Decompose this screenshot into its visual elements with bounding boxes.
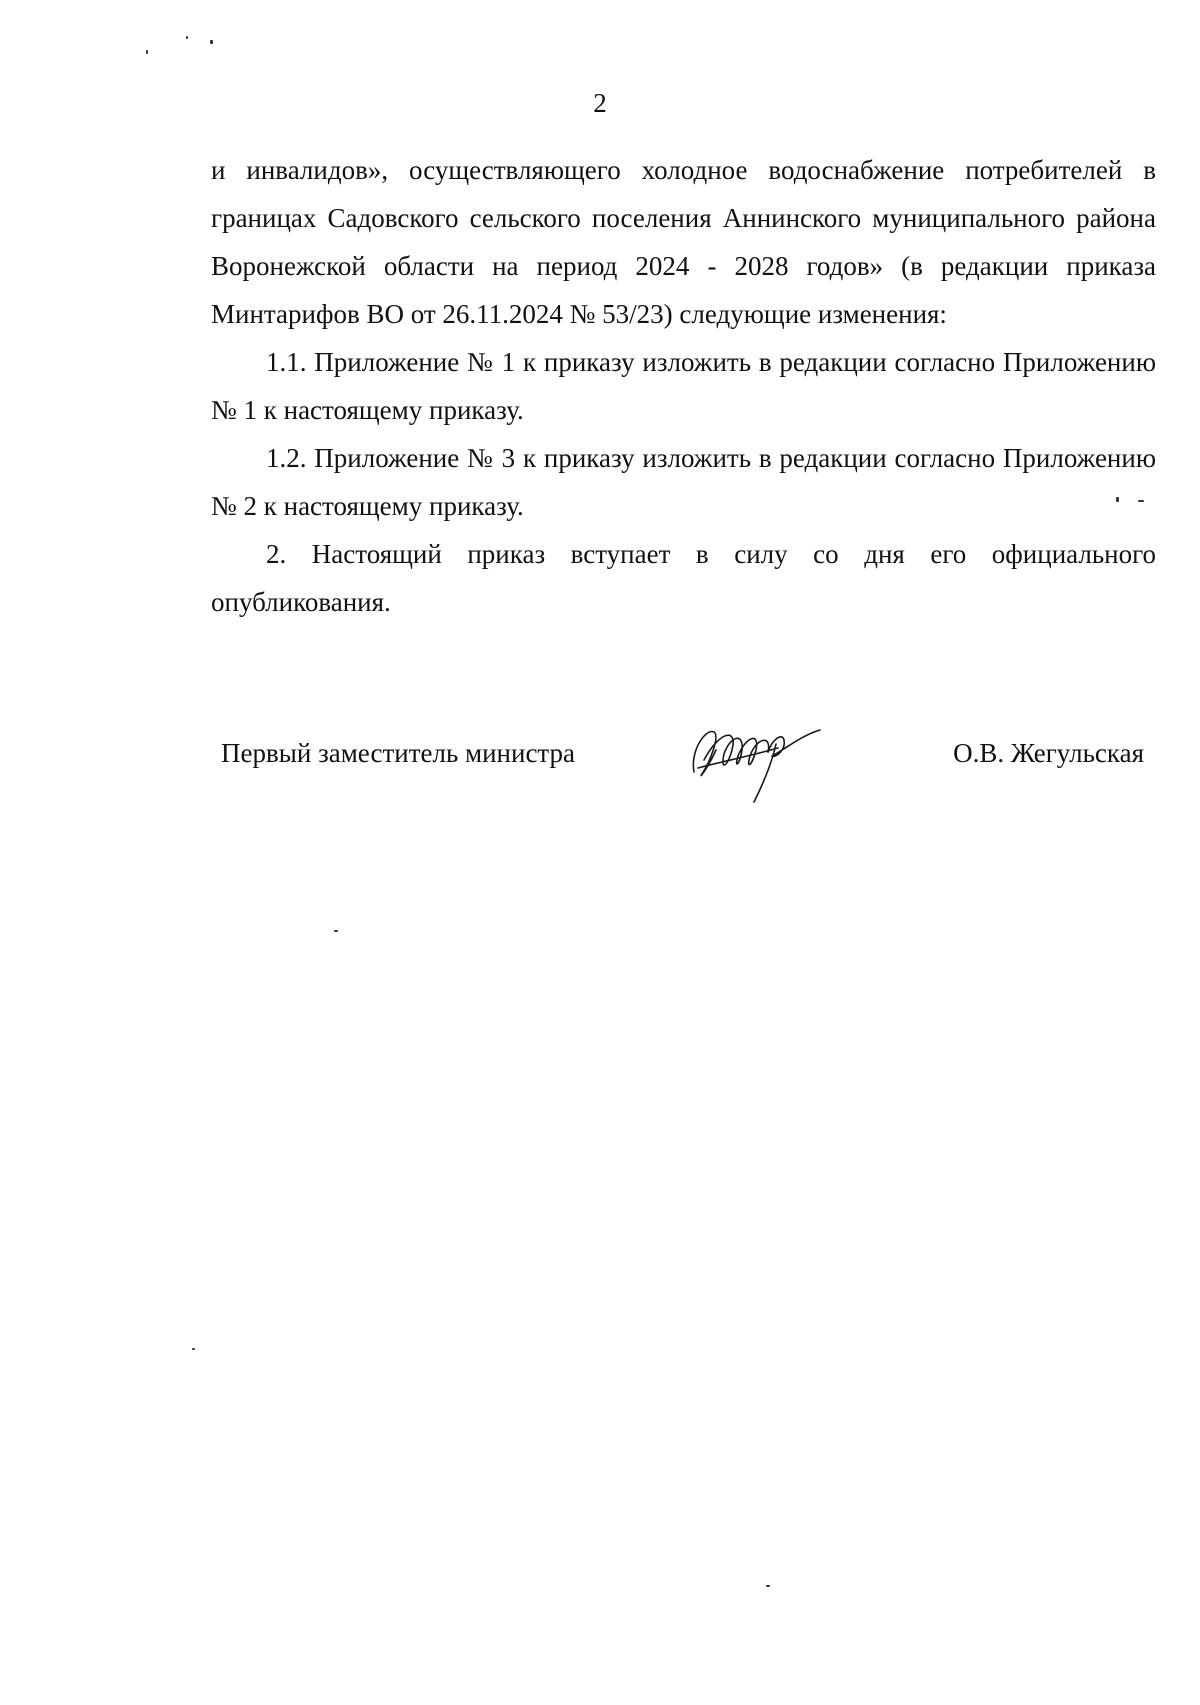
paragraph-item-2: 2. Настоящий приказ вступает в силу со дня его официального опубликования. <box>211 539 1156 617</box>
document-body <box>211 146 1156 626</box>
paragraph-item-1-2: 1.2. Приложение № 3 к приказу изложить в редакции согласно Приложению № 2 к настоящему приказу. <box>211 443 1156 521</box>
signer-position: Первый заместитель министра <box>221 738 576 768</box>
page-number: 2 <box>593 88 607 118</box>
scan-speck <box>334 930 338 932</box>
signature-block <box>0 728 1200 798</box>
scan-speck <box>210 40 213 44</box>
scan-speck <box>766 1585 770 1587</box>
scan-speck <box>146 50 148 54</box>
scan-speck <box>1138 500 1144 502</box>
scan-speck <box>186 36 188 39</box>
signer-name: О.В. Жегульская <box>953 738 1144 768</box>
scan-speck <box>192 1348 195 1350</box>
paragraph-continuation: и инвалидов», осуществляющего холодное водоснабжение потребителей в границах Садовского сельского поселения Аннинского муниципального района Воронежской области на период 2024 - 2028 годов» (в редакции приказа Минтарифов ВО от 26.11.2024 № 53/23) следующие изменения: <box>211 155 1156 329</box>
scan-speck <box>1116 497 1119 502</box>
paragraph-item-1-1: 1.1. Приложение № 1 к приказу изложить в редакции согласно Приложению № 1 к настоящему приказу. <box>211 347 1156 425</box>
handwritten-signature <box>680 710 830 806</box>
